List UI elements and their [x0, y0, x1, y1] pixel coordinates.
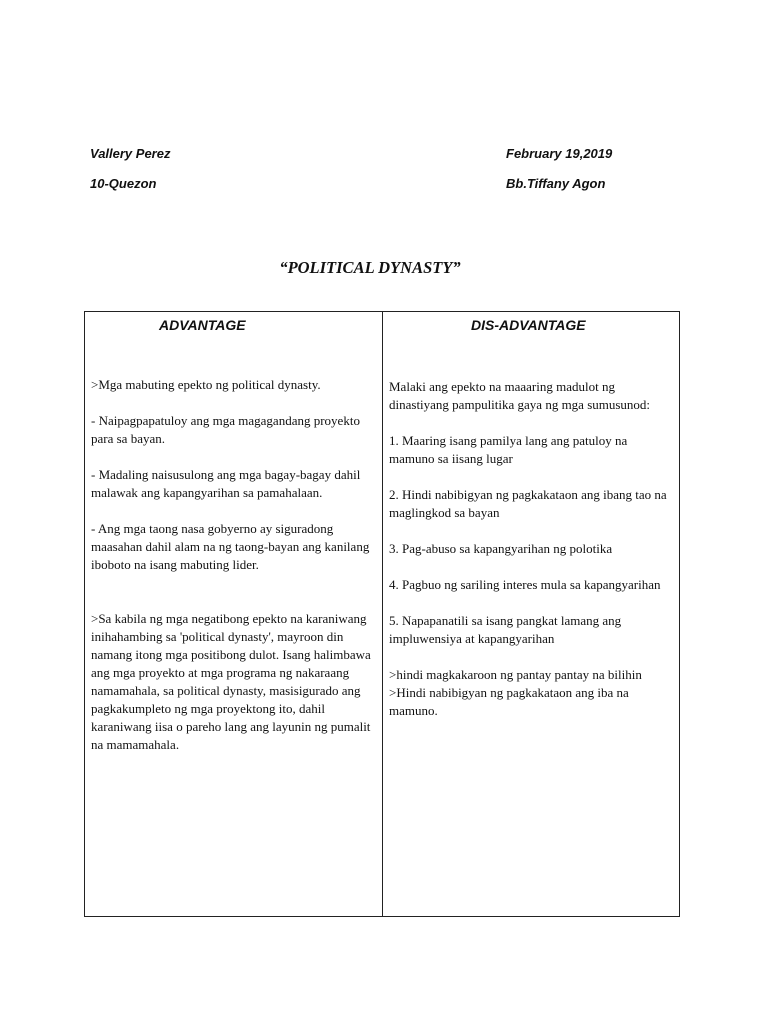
advantage-body [91, 376, 375, 754]
advantage-paragraph: - Ang mga taong nasa gobyerno ay siguradong maasahan dahil alam na ng taong-bayan ang kanilang iboboto na isang mabuting lider. [91, 521, 370, 572]
disadvantage-paragraph: 1. Maaring isang pamilya lang ang patuloy na mamuno sa iisang lugar [389, 433, 628, 466]
section: 10-Quezon [90, 176, 157, 191]
disadvantage-paragraph: 3. Pag-abuso sa kapangyarihan ng polotika [389, 541, 613, 556]
disadvantage-body [389, 378, 669, 720]
disadvantage-paragraph: Malaki ang epekto na maaaring madulot ng dinastiyang pampulitika gaya ng mga sumusunod: [389, 379, 651, 412]
advantage-paragraph: - Madaling naisusulong ang mga bagay-bagay dahil malawak ang kapangyarihan sa pamahalaan. [91, 467, 361, 500]
disadvantage-paragraph: 5. Napapanatili sa isang pangkat lamang ang impluwensiya at kapangyarihan [389, 613, 622, 646]
disadvantage-paragraph: >Hindi nabibigyan ng pagkakataon ang iba na mamuno. [389, 685, 629, 718]
teacher-name: Bb.Tiffany Agon [506, 176, 606, 191]
advantage-paragraph: >Sa kabila ng mga negatibong epekto na karaniwang inihahambing sa 'political dynasty', mayroon din namang itong mga positibong dulot. Isang halimbawa ang mga proyekto at mga programa ng nakaraang namamahala, sa political dynasty, masisigurado ang pagkakumpleto ng mga proyektong ito, dahil karaniwang iisa o pareho lang ang layunin ng pumalit na mamamahala. [91, 611, 371, 752]
disadvantage-paragraph: 2. Hindi nabibigyan ng pagkakataon ang ibang tao na maglingkod sa bayan [389, 487, 667, 520]
document-title: “POLITICAL DYNASTY” [279, 258, 461, 277]
advantage-heading: ADVANTAGE [159, 317, 246, 333]
disadvantage-column [383, 312, 679, 916]
disadvantage-paragraph: 4. Pagbuo ng sariling interes mula sa kapangyarihan [389, 577, 661, 592]
advantage-paragraph: - Naipagpapatuloy ang mga magagandang proyekto para sa bayan. [91, 413, 360, 446]
advantage-column [85, 312, 383, 916]
student-name: Vallery Perez [90, 146, 171, 161]
comparison-table [84, 311, 680, 917]
date: February 19,2019 [506, 146, 613, 161]
disadvantage-heading: DIS-ADVANTAGE [471, 317, 586, 333]
disadvantage-paragraph: >hindi magkakaroon ng pantay pantay na bilihin [389, 667, 642, 682]
advantage-paragraph: >Mga mabuting epekto ng political dynasty. [91, 377, 321, 392]
